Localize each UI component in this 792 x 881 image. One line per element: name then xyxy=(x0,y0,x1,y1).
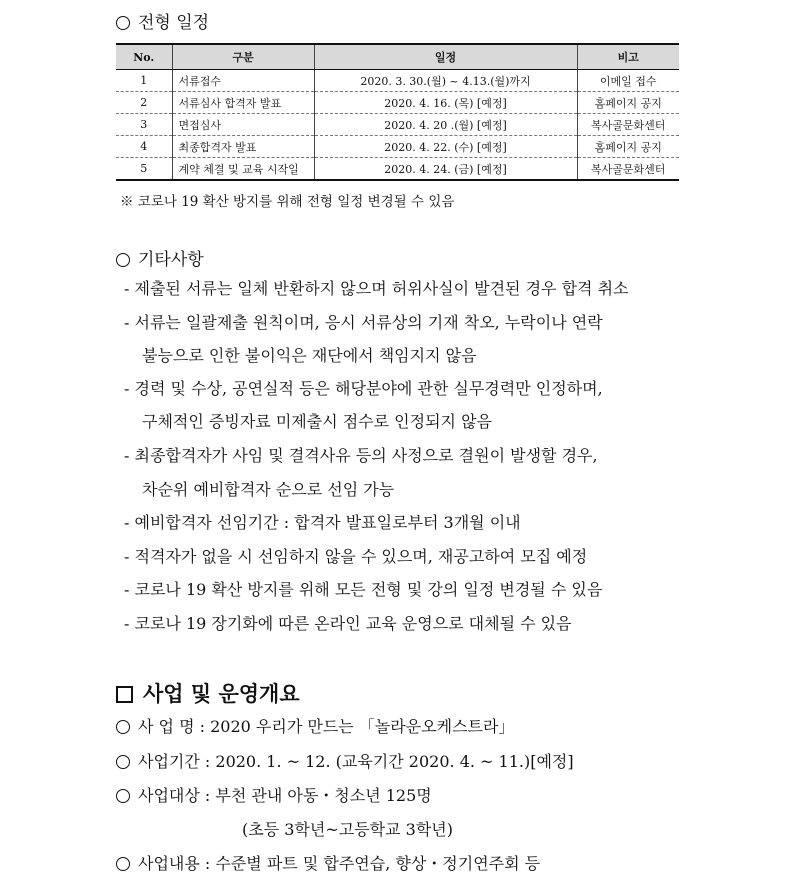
cell-category: 계약 체결 및 교육 시작일 xyxy=(172,158,314,181)
cell-no: 3 xyxy=(116,114,172,136)
other-line-3: - 경력 및 수상, 공연실적 등은 해당분야에 관한 실무경력만 인정하며, xyxy=(124,379,603,398)
cell-remark: 복사골문화센터 xyxy=(577,114,679,136)
table-row xyxy=(116,70,679,92)
cell-no: 5 xyxy=(116,158,172,181)
overview-item-content: 사업내용 : 수준별 파트 및 합주연습, 향상・정기연주회 등 xyxy=(116,851,540,874)
other-line-5: - 예비합격자 선임기간 : 합격자 발표일로부터 3개월 이내 xyxy=(124,513,521,532)
cell-remark: 복사골문화센터 xyxy=(577,158,679,181)
cell-date: 2020. 3. 30.(월) ~ 4.13.(월)까지 xyxy=(314,70,577,92)
other-line-6: - 적격자가 없을 시 선임하지 않을 수 있으며, 재공고하여 모집 예정 xyxy=(124,547,588,566)
table-row xyxy=(116,136,679,158)
schedule-table xyxy=(116,43,679,181)
cell-category: 서류심사 합격자 발표 xyxy=(172,92,314,114)
other-line-3-cont: 구체적인 증빙자료 미제출시 점수로 인정되지 않음 xyxy=(142,412,493,431)
table-row xyxy=(116,114,679,136)
cell-date: 2020. 4. 20 .(월) [예정] xyxy=(314,114,577,136)
cell-date: 2020. 4. 16. (목) [예정] xyxy=(314,92,577,114)
cell-remark: 홈페이지 공지 xyxy=(577,92,679,114)
cell-date: 2020. 4. 22. (수) [예정] xyxy=(314,136,577,158)
checkbox-square-icon xyxy=(116,686,133,703)
cell-no: 4 xyxy=(116,136,172,158)
circle-bullet-icon xyxy=(116,755,130,769)
cell-category: 서류접수 xyxy=(172,70,314,92)
col-header-remark: 비고 xyxy=(577,44,679,70)
circle-bullet-icon xyxy=(116,857,130,871)
schedule-note: ※ 코로나 19 확산 방지를 위해 전형 일정 변경될 수 있음 xyxy=(120,194,455,210)
schedule-heading: 전형 일정 xyxy=(116,8,209,33)
col-header-no: No. xyxy=(116,44,172,70)
col-header-date: 일정 xyxy=(314,44,577,70)
circle-bullet-icon xyxy=(116,789,130,803)
cell-no: 1 xyxy=(116,70,172,92)
overview-target-detail: (초등 3학년~고등학교 3학년) xyxy=(242,820,453,839)
overview-item-target: 사업대상 : 부천 관내 아동・청소년 125명 xyxy=(116,783,432,806)
other-line-7: - 코로나 19 확산 방지를 위해 모든 전형 및 강의 일정 변경될 수 있음 xyxy=(124,580,603,599)
other-line-2-cont: 불능으로 인한 불이익은 재단에서 책임지지 않음 xyxy=(142,346,477,365)
cell-no: 2 xyxy=(116,92,172,114)
other-line-1: - 제출된 서류는 일체 반환하지 않으며 허위사실이 발견된 경우 합격 취소 xyxy=(124,279,629,298)
cell-category: 최종합격자 발표 xyxy=(172,136,314,158)
circle-bullet-icon xyxy=(116,16,130,30)
table-row xyxy=(116,158,679,181)
cell-date: 2020. 4. 24. (금) [예정] xyxy=(314,158,577,181)
other-line-2: - 서류는 일괄제출 원칙이며, 응시 서류상의 기재 착오, 누락이나 연락 xyxy=(124,313,603,332)
other-heading: 기타사항 xyxy=(116,245,204,270)
circle-bullet-icon xyxy=(116,253,130,267)
col-header-category: 구분 xyxy=(172,44,314,70)
overview-item-period: 사업기간 : 2020. 1. ~ 12. (교육기간 2020. 4. ~ 11.)[예정] xyxy=(116,749,574,772)
cell-remark: 이메일 접수 xyxy=(577,70,679,92)
cell-remark: 홈페이지 공지 xyxy=(577,136,679,158)
cell-category: 면접심사 xyxy=(172,114,314,136)
other-line-4-cont: 차순위 예비합격자 순으로 선임 가능 xyxy=(142,480,395,499)
other-line-8: - 코로나 19 장기화에 따른 온라인 교육 운영으로 대체될 수 있음 xyxy=(124,614,572,633)
table-row xyxy=(116,92,679,114)
overview-heading: 사업 및 운영개요 xyxy=(116,678,300,708)
overview-item-name: 사 업 명 : 2020 우리가 만드는 「놀라운오케스트라」 xyxy=(116,714,514,737)
other-line-4: - 최종합격자가 사임 및 결격사유 등의 사정으로 결원이 발생할 경우, xyxy=(124,446,598,465)
circle-bullet-icon xyxy=(116,720,130,734)
table-header-row xyxy=(116,44,679,70)
